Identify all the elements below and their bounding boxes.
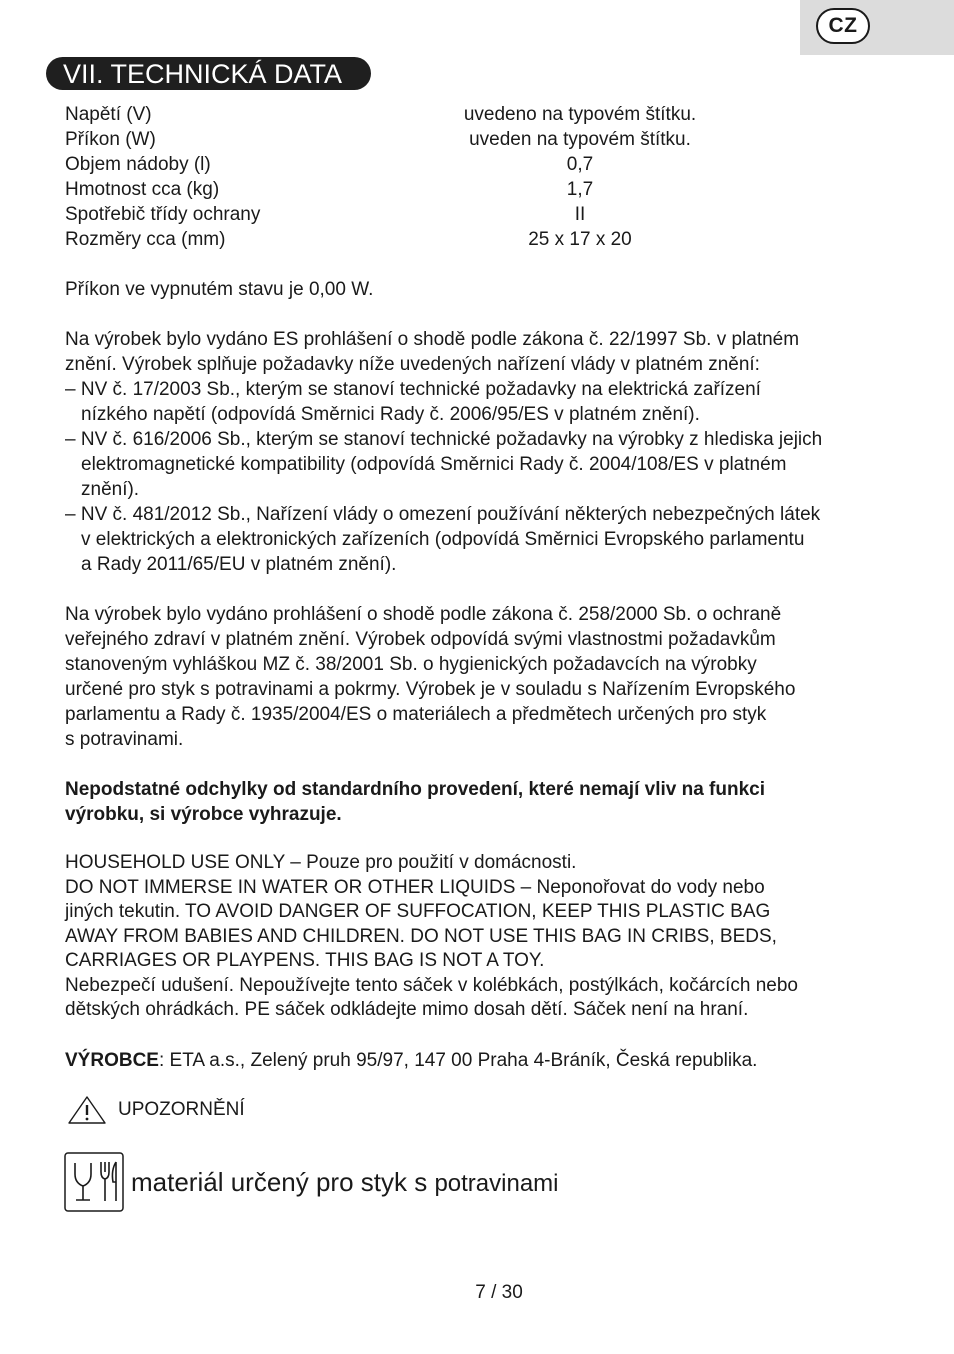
spec-row	[65, 202, 825, 227]
spec-value: II	[574, 204, 586, 225]
spec-label: Hmotnost cca (kg)	[65, 179, 220, 200]
paragraph-line: výrobku, si výrobce vyhrazuje.	[65, 804, 342, 825]
paragraph-line: DO NOT IMMERSE IN WATER OR OTHER LIQUIDS – Neponořovat do vody nebo	[65, 876, 765, 898]
language-tab	[800, 0, 954, 55]
manufacturer-label: VÝROBCE	[65, 1050, 159, 1071]
deviation-notice	[65, 777, 895, 827]
spec-value: uvedeno na typovém štítku.	[463, 104, 697, 125]
spec-table	[65, 102, 825, 252]
spec-value: uveden na typovém štítku.	[469, 129, 691, 150]
language-badge: CZ	[816, 8, 870, 44]
paragraph-line: AWAY FROM BABIES AND CHILDREN. DO NOT USE THIS BAG IN CRIBS, BEDS,	[65, 925, 777, 947]
list-item-line: znění).	[81, 479, 140, 500]
paragraph-line: Příkon ve vypnutém stavu je 0,00 W.	[65, 279, 374, 300]
standby-power-note	[65, 277, 895, 302]
paragraph-line: HOUSEHOLD USE ONLY – Pouze pro použití v domácnosti.	[65, 852, 577, 873]
paragraph-line: dětských ohrádkách. PE sáček odkládejte mimo dosah dětí. Sáček není na hraní.	[65, 999, 749, 1020]
paragraph-line: veřejného zdraví v platném znění. Výrobek odpovídá svými vlastnostmi požadavkům	[65, 629, 776, 650]
list-item-line: – NV č. 481/2012 Sb., Nařízení vlády o omezení používání některých nebezpečných látek	[65, 504, 821, 525]
spec-label: Spotřebič třídy ochrany	[65, 204, 261, 225]
spec-row	[65, 102, 825, 127]
list-item-line: elektromagnetické kompatibility (odpovídá Směrnici Rady č. 2004/108/ES v platném	[81, 454, 787, 475]
food-contact-label-tail: potravinami	[434, 1169, 559, 1197]
spec-label: Příkon (W)	[65, 129, 156, 150]
paragraph-line: stanoveným vyhláškou MZ č. 38/2001 Sb. o hygienických požadavcích na výrobky	[65, 654, 757, 675]
page-number: 7 / 30	[475, 1282, 523, 1303]
paragraph-line: s potravinami.	[65, 729, 184, 750]
manufacturer-address: : ETA a.s., Zelený pruh 95/97, 147 00 Praha 4-Bráník, Česká republika.	[158, 1050, 758, 1071]
paragraph-line: Nebezpečí udušení. Nepoužívejte tento sáček v kolébkách, postýlkách, kočárcích nebo	[65, 974, 798, 996]
food-contact-label	[131, 1167, 559, 1198]
list-item-line: a Rady 2011/65/EU v platném znění).	[81, 554, 397, 575]
spec-label: Napětí (V)	[65, 104, 152, 125]
caution-label: UPOZORNĚNÍ	[118, 1099, 245, 1120]
section-title: VII. TECHNICKÁ DATA	[46, 57, 371, 90]
food-contact-label-main: materiál určený pro styk s	[131, 1166, 435, 1197]
paragraph-line: CARRIAGES OR PLAYPENS. THIS BAG IS NOT A TOY.	[65, 950, 545, 971]
spec-row	[65, 127, 825, 152]
spec-value: 25 x 17 x 20	[528, 229, 632, 250]
spec-label: Objem nádoby (l)	[65, 154, 211, 175]
spec-value: 1,7	[566, 179, 594, 200]
paragraph-line: jiných tekutin. TO AVOID DANGER OF SUFFOCATION, KEEP THIS PLASTIC BAG	[65, 901, 771, 922]
spec-row	[65, 227, 825, 252]
glass-fork-icon	[64, 1152, 124, 1212]
food-contact-note	[64, 1151, 559, 1213]
paragraph-line: určené pro styk s potravinami a pokrmy. Výrobek je v souladu s Nařízením Evropského	[65, 679, 796, 700]
warning-triangle-icon	[67, 1095, 107, 1125]
paragraph-line: Na výrobek bylo vydáno prohlášení o shodě podle zákona č. 258/2000 Sb. o ochraně	[65, 604, 782, 625]
paragraph-line: parlamentu a Rady č. 1935/2004/ES o materiálech a předmětech určených pro styk	[65, 704, 767, 725]
list-item-line: – NV č. 616/2006 Sb., kterým se stanoví technické požadavky na výrobky z hlediska jejich	[65, 429, 823, 450]
manufacturer-line	[65, 1048, 895, 1073]
paragraph-line: znění. Výrobek splňuje požadavky níže uvedených nařízení vlády v platném znění:	[65, 354, 760, 375]
spec-row	[65, 152, 825, 177]
caution-note	[67, 1093, 245, 1127]
paragraph-line: Nepodstatné odchylky od standardního provedení, které nemají vliv na funkci	[65, 779, 765, 800]
es-declaration	[65, 327, 895, 577]
list-item-line: nízkého napětí (odpovídá Směrnici Rady č. 2006/95/ES v platném znění).	[81, 404, 700, 425]
list-item-line: – NV č. 17/2003 Sb., kterým se stanoví technické požadavky na elektrická zařízení	[65, 379, 761, 400]
safety-warnings	[65, 851, 895, 1023]
list-item-line: v elektrických a elektronických zařízeních (odpovídá Směrnici Evropského parlamentu	[81, 529, 805, 550]
spec-value: 0,7	[566, 154, 594, 175]
health-declaration	[65, 602, 895, 752]
spec-row	[65, 177, 825, 202]
paragraph-line: Na výrobek bylo vydáno ES prohlášení o shodě podle zákona č. 22/1997 Sb. v platném	[65, 329, 800, 350]
spec-label: Rozměry cca (mm)	[65, 229, 226, 250]
